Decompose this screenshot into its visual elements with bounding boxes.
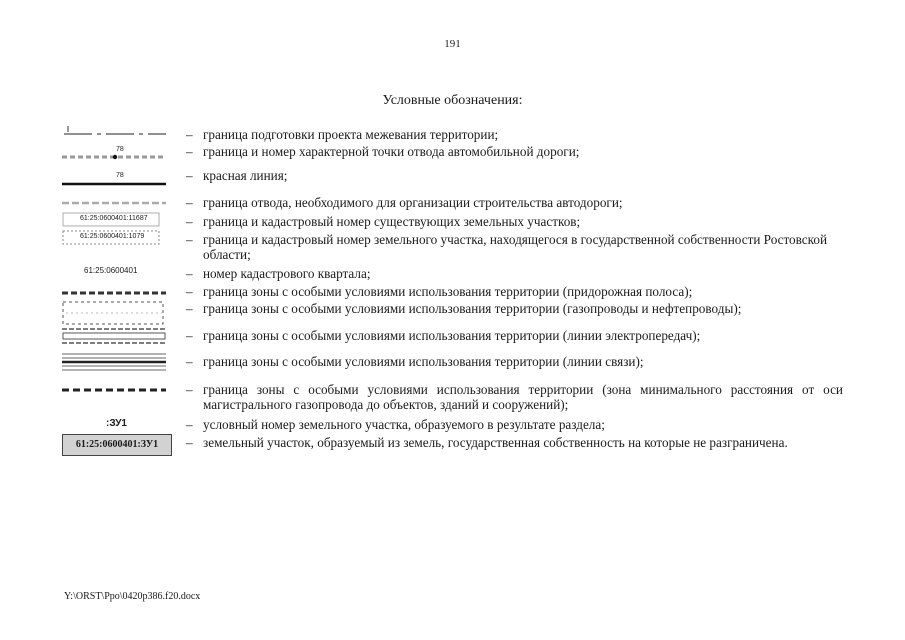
- legend-desc-2: [186, 168, 843, 183]
- legend-dash: –: [186, 301, 193, 316]
- legend-dash: –: [186, 232, 193, 247]
- legend-symbol-power-lines: [62, 326, 166, 346]
- formed-parcel-label-box: 61:25:0600401:ЗУ1: [62, 434, 172, 456]
- legend-text: граница отвода, необходимого для организации строительства автодороги;: [203, 195, 623, 210]
- conditional-parcel-number: :ЗУ1: [106, 418, 127, 429]
- cadastral-quarter-number: 61:25:0600401: [84, 266, 138, 275]
- legend-text: граница зоны с особыми условиями использования территории (линии электропередач);: [203, 328, 701, 343]
- legend-dash: –: [186, 435, 193, 450]
- legend-dash: –: [186, 266, 193, 281]
- legend-text: граница зоны с особыми условиями использования территории (газопроводы и нефтепроводы);: [203, 301, 742, 316]
- legend-text: красная линия;: [203, 168, 288, 183]
- legend-desc-4: [186, 214, 843, 229]
- page-number: 191: [444, 38, 461, 50]
- legend-text: граница и номер характерной точки отвода автомобильной дороги;: [203, 144, 580, 159]
- legend-desc-5: [186, 232, 843, 262]
- legend-dash: –: [186, 168, 193, 183]
- legend-symbol-roadside-strip: [62, 289, 166, 297]
- legend-dash: –: [186, 195, 193, 210]
- legend-symbol-communication-lines: [62, 351, 166, 373]
- legend-text: граница зоны с особыми условиями использования территории (зона минимального расстояния от оси магистрального газопровода до объектов, зданий и сооружений);: [203, 382, 843, 412]
- legend-dash: –: [186, 284, 193, 299]
- legend-symbol-gas-pipeline-distance: [62, 386, 166, 394]
- red-line-number: 78: [116, 172, 124, 179]
- legend-text: условный номер земельного участка, образуемого в результате раздела;: [203, 417, 605, 432]
- road-point-number: 78: [116, 146, 124, 153]
- legend-desc-9: [186, 328, 843, 343]
- legend-text: граница и кадастровый номер существующих земельных участков;: [203, 214, 581, 229]
- legend-desc-10: [186, 354, 843, 369]
- legend-text: земельный участок, образуемый из земель, государственная собственность на которые не разграничена.: [203, 435, 788, 450]
- legend-desc-0: [186, 127, 843, 142]
- legend-dash: –: [186, 328, 193, 343]
- state-parcel-number: 61:25:0600401:1079: [80, 233, 145, 240]
- legend-desc-1: [186, 144, 843, 159]
- footer-file-path: Y:\ORST\Ppo\0420p386.f20.docx: [64, 591, 201, 602]
- legend-symbol-pipelines: [62, 299, 166, 327]
- legend-symbol-red-line: [62, 170, 166, 188]
- legend-desc-7: [186, 284, 843, 299]
- existing-parcel-number: 61:25:0600401:11687: [80, 215, 148, 222]
- legend-desc-8: [186, 301, 843, 316]
- legend-symbol-construction-boundary: [62, 198, 166, 208]
- legend-symbol-road-point: [62, 145, 166, 161]
- legend-desc-3: [186, 195, 843, 210]
- legend-desc-11: [186, 382, 843, 412]
- legend-dash: –: [186, 127, 193, 142]
- legend-dash: –: [186, 382, 193, 397]
- legend-text: граница подготовки проекта межевания территории;: [203, 127, 499, 142]
- legend-desc-12: [186, 417, 843, 432]
- legend-dash: –: [186, 214, 193, 229]
- legend-desc-13: [186, 435, 843, 450]
- legend-text: граница зоны с особыми условиями использования территории (линии связи);: [203, 354, 644, 369]
- legend-dash: –: [186, 144, 193, 159]
- legend-desc-6: [186, 266, 843, 281]
- legend-text: граница и кадастровый номер земельного участка, находящегося в государственной собственности Ростовской области;: [203, 232, 828, 262]
- legend-symbol-survey-boundary: [62, 124, 166, 138]
- legend-dash: –: [186, 354, 193, 369]
- legend-text: номер кадастрового квартала;: [203, 266, 371, 281]
- legend-dash: –: [186, 417, 193, 432]
- legend-title: Условные обозначения:: [382, 93, 523, 108]
- legend-text: граница зоны с особыми условиями использования территории (придорожная полоса);: [203, 284, 693, 299]
